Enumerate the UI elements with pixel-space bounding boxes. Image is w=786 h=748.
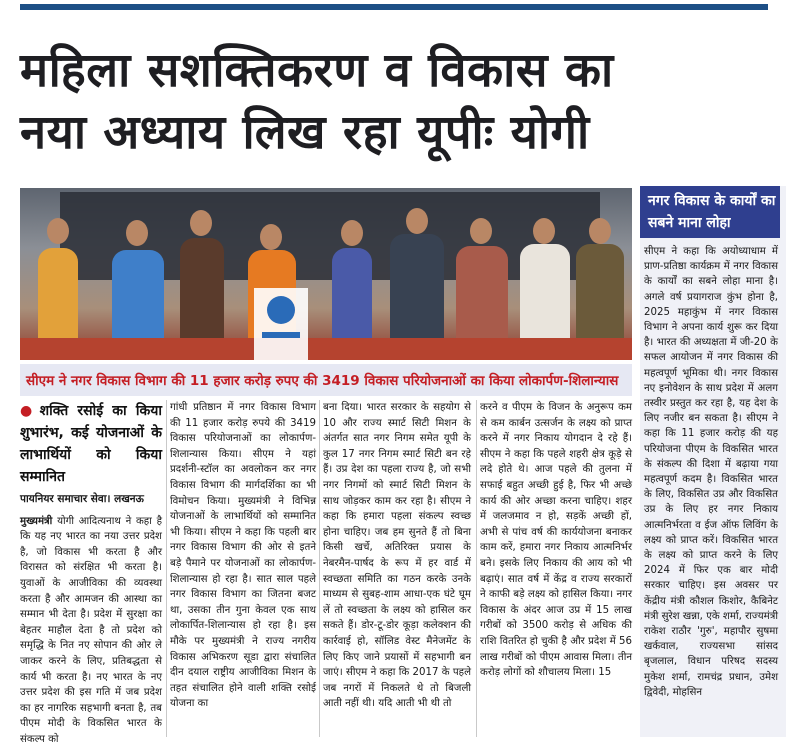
article-column-1 <box>20 400 163 745</box>
sidebar-body: सीएम ने कहा कि अयोध्याधाम में प्राण-प्रतिष्ठा कार्यक्रम में नगर विकास के कार्यों का सबने लोहा माना है। अगले वर्ष प्रयागराज कुंभ होना है, 2025 महाकुंभ में नगर विकास विभाग ने अपना कार्य शुरू कर दिया है। भारत की अध्यक्षता में जी-20 के सफल आयोजन में नगर विकास की महत्वपूर्ण भूमिका थी। नगर विकास नए इनोवेशन के साथ प्रदेश में अलग तस्वीर प्रस्तुत कर रहा है, यह देश के लिए नजीर बन सकता है। सीएम ने कहा कि 11 हजार करोड़ की यह परियोजना पीएम के विकसित भारत के संकल्प की दिशा में बढ़ाया गया महत्वपूर्ण कदम है। विकसित भारत के लिए, विकसित उप्र और विकसित उप्र के लिए हर नगर निकाय आत्मनिर्भरता व ईज ऑफ लिविंग के लक्ष्य को प्राप्त करें। विकसित भारत के लक्ष्य को प्राप्त करने के लिए 2024 में फिर एक बार मोदी सरकार चाहिए। इस अवसर पर केंद्रीय मंत्री कौशल किशोर, कैबिनेट मंत्री सुरेश खन्ना, एके शर्मा, राज्यमंत्री राकेश राठौर 'गुरु', महापौर सुषमा खर्कवाल, राज्यसभा सांसद बृजलाल, विधान परिषद सदस्य मुकेश शर्मा, रामचंद्र प्रधान, उमेश द्विवेदी, मोहसिन <box>644 246 778 698</box>
article-column-3: बना दिया। भारत सरकार के सहयोग से 10 और राज्य स्मार्ट सिटी मिशन के अंतर्गत सात नगर निगम समेत यूपी के कुल 17 नगर निगम स्मार्ट सिटी बन रहे हैं। उप्र देश का पहला राज्य है, जो सभी नगर निगमों को स्मार्ट सिटी मिशन के साथ जोड़कर काम कर रहा है। सीएम ने कहा कि हमारा पहला संकल्प स्वच्छ होना चाहिए। जब हम सुनते हैं तो बिना किसी खर्चे, अतिरिक्त प्रयास के नेबरमैन-पार्षद के रूप में हर वार्ड में स्वच्छता समिति का गठन करके उनके माध्यम से सुबह-शाम आधा-एक घंटे घूम लें तो स्वच्छता के लक्ष्य को हासिल कर सकते हैं। डोर-टू-डोर कूड़ा कलेक्शन की कार्रवाई हो, सॉलिड वेस्ट मैनेजमेंट के लिए किए जाने प्रयासों में सहभागी बन जाएं। सीएम ने कहा कि 2017 के पहले जब नगरों में निकलते थे तो बिजली आती नहीं थी। यदि आती भी थी तो <box>323 402 471 710</box>
headline-line-1: महिला सशक्तिकरण व विकास का <box>20 43 614 98</box>
article-lead-word: मुख्यमंत्री <box>20 515 53 527</box>
headline-line-2: नया अध्याय लिख रहा यूपीः योगी <box>20 105 590 160</box>
article-byline: पायनियर समाचार सेवा। लखनऊ <box>20 493 144 505</box>
sidebar-box <box>640 186 786 737</box>
photo-caption: सीएम ने नगर विकास विभाग की 11 हजार करोड़ रुपए की 3419 विकास परियोजनाओं का किया लोकार्पण-शिलान्यास <box>26 373 619 389</box>
article-column-4: करने व पीएम के विजन के अनुरूप कम से कम कार्बन उत्सर्जन के लक्ष्य को प्राप्त करने में नगर निकाय योगदान दे रहे हैं। सीएम ने कहा कि पहले शहरी क्षेत्र कूड़े से लदे होते थे। आज पहले की तुलना में सफाई बहुत अच्छी हुई है, फिर भी अच्छे कार्य की ओर अच्छा करना चाहिए। शहर में जलजमाव न हो, सड़कें अच्छी हों, अभी से पांच वर्ष की कार्ययोजना बनाकर काम करें, हमारा नगर निकाय आत्मनिर्भर बने। इसके लिए निकाय की आय को भी बढ़ाएं। सात वर्ष में केंद्र व राज्य सरकारों ने काफी बड़े लक्ष्य को हासिल किया। नगर विकास के अंदर आज उप्र में 15 लाख गरीबों को 3500 करोड़ से अधिक की राशि वितरित हो चुकी है और प्रदेश में 56 लाख गरीबों को पीएम आवास मिला। तीन करोड़ लोगों को शौचालय मिला। 15 <box>480 402 632 679</box>
column-1-text <box>20 514 162 748</box>
podium-logo-icon <box>246 288 316 360</box>
sidebar-header <box>640 186 780 238</box>
column-rule <box>476 400 477 737</box>
photo-caption-bar <box>20 364 632 396</box>
stage-floor <box>20 338 632 360</box>
sidebar-title: नगर विकास के कार्यों का सबने माना लोहा <box>648 193 776 231</box>
top-rule <box>20 4 768 10</box>
column-rule <box>319 400 320 737</box>
article-subhead <box>20 400 162 488</box>
article-column-2: गांधी प्रतिष्ठान में नगर विकास विभाग की 11 हजार करोड़ रुपये की 3419 विकास परियोजनाओं का लोकार्पण-शिलान्यास किया। सीएम ने यहां प्रदर्शनी-स्टॉल का अवलोकन कर नगर विकास विभाग की मार्गदर्शिका का भी विमोचन किया। मुख्यमंत्री ने विभिन्न योजनाओं के लाभार्थियों को सम्मानित भी किया। सीएम ने कहा कि पहली बार नगर विकास विभाग की ओर से इतने बड़े पैमाने पर योजनाओं का लोकार्पण-शिलान्यास हो रहा है। सात साल पहले नगर विकास विभाग का जितना बजट था, उसका तीन गुना केवल एक साथ लोकार्पित-शिलान्यास हो रहा है। इस मौके पर मुख्यमंत्री ने राज्य नगरीय विकास अभिकरण सूडा द्वारा संचालित दीन दयाल राष्ट्रीय आजीविका मिशन के तहत संचालित होने वाली शक्ति रसोई योजना का <box>170 402 316 710</box>
column-1-body: योगी आदित्यनाथ ने कहा है कि यह नए भारत का नया उत्तर प्रदेश है, जो विकास भी करता है और विरासत को संरक्षित भी करता है। युवाओं के आजीविका की व्यवस्था करता है और आमजन की आस्था का सम्मान भी देता है। प्रदेश में सुरक्षा का बेहतर माहौल देता है तो प्रदेश को समृद्धि के नित नए सोपान की ओर ले जाकर करने के लिए, प्रतिबद्धता से कार्य भी करता है। नए भारत के नए उत्तर प्रदेश की इस गति में जब प्रदेश का हर नागरिक सहभागी बनता है, तब पीएम मोदी के विकसित भारत के संकल्प को <box>20 515 162 745</box>
column-rule <box>166 400 167 737</box>
article-subhead-text: शक्ति रसोई का किया शुभारंभ, कई योजनाओं के लाभार्थियों को किया सम्मानित <box>20 403 163 485</box>
event-photo <box>20 188 632 360</box>
bullet-icon: ● <box>20 403 37 419</box>
